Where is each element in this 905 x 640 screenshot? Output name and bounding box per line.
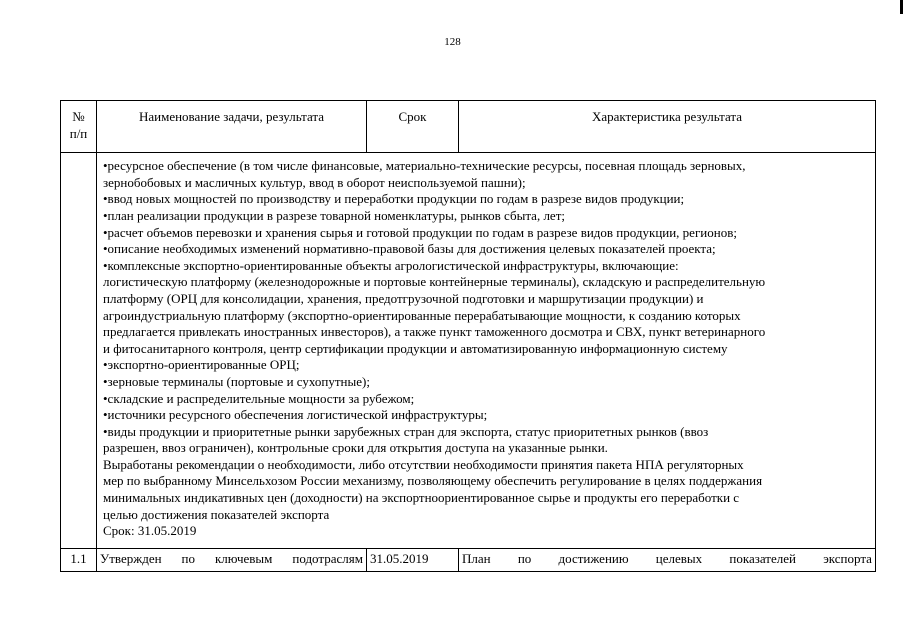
header-num-line-1: № bbox=[72, 109, 85, 124]
text-line: •ресурсное обеспечение (в том числе финансовые, материально-технические ресурсы, посевная площадь зерновых, bbox=[103, 158, 746, 174]
text-line: •комплексные экспортно-ориентированные объекты агрологистической инфраструктуры, включающие: bbox=[103, 257, 679, 273]
text-line: •ввод новых мощностей по производству и переработки продукции по годам в разрезе видов продукции; bbox=[103, 191, 685, 207]
header-num-line-2: п/п bbox=[69, 125, 88, 141]
text-line-deadline: Срок: 31.05.2019 bbox=[103, 523, 197, 539]
result-word: показателей bbox=[729, 551, 796, 567]
text-line: зернобобовых и масличных культур, ввод в оборот неиспользуемой пашни); bbox=[103, 174, 526, 190]
row-task-cell bbox=[97, 549, 367, 572]
text-line: агроиндустриальную платформу (экспортно-ориентированные перерабатывающие мощности, к созданию которых bbox=[103, 307, 741, 323]
result-word: достижению bbox=[558, 551, 629, 567]
result-word: экспорта bbox=[823, 551, 872, 567]
text-line: •описание необходимых изменений нормативно-правовой базы для достижения целевых показателей проекта; bbox=[103, 241, 716, 257]
text-line: •расчет объемов перевозки и хранения сырья и готовой продукции по годам в разрезе видов продукции, регионов; bbox=[103, 224, 737, 240]
row-task-text bbox=[100, 549, 363, 568]
row-term: 31.05.2019 bbox=[370, 551, 429, 567]
body-num-cell bbox=[61, 153, 97, 549]
text-line: разрешен, ввоз ограничен), контрольные сроки для открытия доступа на указанные рынки. bbox=[103, 440, 608, 456]
text-line: •складские и распределительные мощности за рубежом; bbox=[103, 390, 415, 406]
table-header-row bbox=[61, 101, 876, 153]
row-result-cell bbox=[459, 549, 876, 572]
page-number: 128 bbox=[444, 36, 461, 48]
text-line: целью достижения показателей экспорта bbox=[103, 506, 330, 522]
task-word: подотраслям bbox=[292, 551, 363, 567]
task-word: по bbox=[181, 551, 195, 567]
text-line: логистическую платформу (железнодорожные и портовые контейнерные терминалы), складскую и распределительную bbox=[103, 274, 766, 290]
row-result-text bbox=[462, 549, 872, 568]
task-word: ключевым bbox=[214, 551, 273, 567]
text-line: предлагается привлекать иностранных инвесторов), а также пункт таможенного досмотра и СВХ, пункт ветеринарного bbox=[103, 324, 766, 340]
text-line: минимальных индикативных цен (доходности) на экспортноориентированное сырье и продукты его переработки с bbox=[103, 490, 740, 506]
text-line: •план реализации продукции в разрезе товарной номенклатуры, рынков сбыта, лет; bbox=[103, 207, 565, 223]
table-row-body bbox=[61, 153, 876, 549]
header-result: Характеристика результата bbox=[459, 101, 876, 153]
document-table bbox=[60, 100, 876, 572]
header-num bbox=[61, 101, 97, 153]
table-row-1-1 bbox=[61, 549, 876, 572]
result-word: целевых bbox=[655, 551, 703, 567]
text-line: мер по выбранному Минсельхозом России механизму, позволяющему обеспечить регулирование в целях поддержания bbox=[103, 473, 763, 489]
row-term-cell bbox=[367, 549, 459, 572]
task-word: Утвержден bbox=[100, 551, 162, 567]
scan-edge-mark bbox=[900, 0, 903, 14]
result-word: План bbox=[462, 551, 491, 567]
row-number: 1.1 bbox=[61, 549, 97, 572]
text-line: Выработаны рекомендации о необходимости, либо отсутствии необходимости принятия пакета НПА регуляторных bbox=[103, 456, 744, 472]
header-term: Срок bbox=[367, 101, 459, 153]
text-line: и фитосанитарного контроля, центр сертификации продукции и автоматизированную информационную систему bbox=[103, 340, 728, 356]
text-line: •зерновые терминалы (портовые и сухопутные); bbox=[103, 373, 370, 389]
body-text-cell bbox=[97, 153, 876, 549]
text-line: •виды продукции и приоритетные рынки зарубежных стран для экспорта, статус приоритетных рынков (ввоз bbox=[103, 423, 709, 439]
text-line: •источники ресурсного обеспечения логистической инфраструктуры; bbox=[103, 407, 488, 423]
header-task: Наименование задачи, результата bbox=[97, 101, 367, 153]
text-line: •экспортно-ориентированные ОРЦ; bbox=[103, 357, 300, 373]
text-line: платформу (ОРЦ для консолидации, хранения, предотгрузочной подготовки и маршрутизации продукции) и bbox=[103, 290, 704, 306]
result-word: по bbox=[517, 551, 532, 567]
